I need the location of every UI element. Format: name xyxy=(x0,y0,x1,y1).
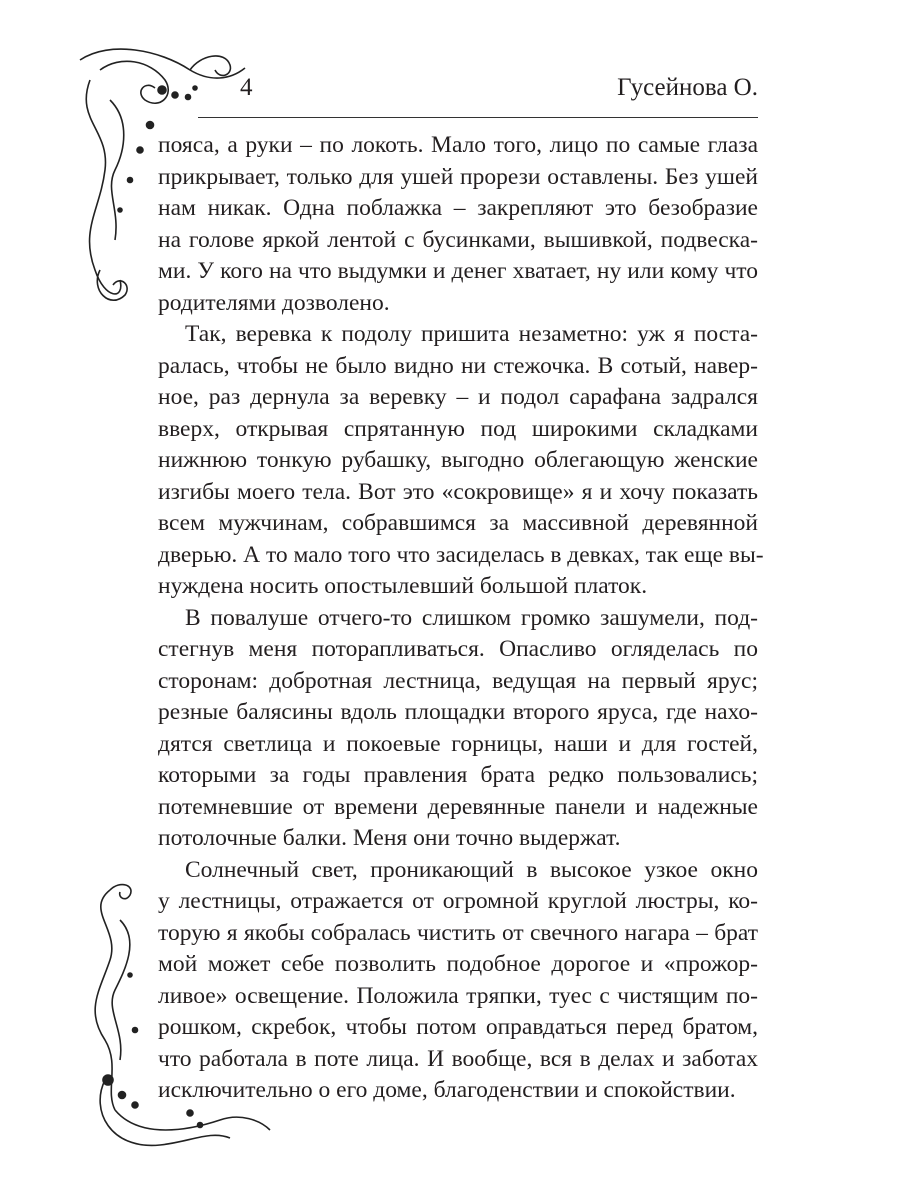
text-line: мой может себе позволить подобное дорогое и «прожор- xyxy=(158,951,758,977)
text-line: родителями дозволено. xyxy=(158,289,390,316)
text-line: потолочные балки. Меня они точно выдержат. xyxy=(158,825,621,851)
page-number: 4 xyxy=(240,74,253,101)
text-line: нам никак. Одна поблажка – закрепляют это безобразие xyxy=(158,195,758,221)
text-line: резные балясины вдоль площадки второго яруса, где нахо- xyxy=(158,699,758,725)
text-line: потемневшие от времени деревянные панели и надежные xyxy=(158,793,758,820)
text-line: дверью. А то мало того что засиделась в девках, так еще вы- xyxy=(158,541,764,568)
text-line: В повалуше отчего-то слишком громко зашумели, под- xyxy=(185,604,758,631)
text-line: нижнюю тонкую рубашку, выгодно облегающую женские xyxy=(158,447,758,473)
text-line: нуждена носить опостылевший большой платок. xyxy=(158,573,648,599)
text-line: у лестницы, отражается от огромной круглой люстры, ко- xyxy=(158,888,758,914)
text-line: пояса, а руки – по локоть. Мало того, лицо по самые глаза xyxy=(158,132,758,158)
text-line: прикрывает, только для ушей прорези оставлены. Без ушей xyxy=(158,163,758,190)
text-line: Солнечный свет, проникающий в высокое узкое окно xyxy=(185,856,758,883)
text-line: на голове яркой лентой с бусинками, вышивкой, подвеска- xyxy=(158,226,758,253)
text-line: вверх, открывая спрятанную под широкими складками xyxy=(158,415,758,442)
text-line: торую я якобы собралась чистить от свечного нагара – брат xyxy=(158,919,758,946)
text-line: рошком, скребок, чтобы потом оправдаться перед братом, xyxy=(158,1014,758,1040)
text-line: ралась, чтобы не было видно ни стежочка. В сотый, навер- xyxy=(158,352,758,379)
text-line: исключительно о его доме, благоденствии и спокойствии. xyxy=(158,1077,736,1103)
text-line: стегнув меня поторапливаться. Опасливо огляделась по xyxy=(158,636,758,662)
text-line: Так, веревка к подолу пришита незаметно: уж я поста- xyxy=(185,321,758,347)
text-line: ливое» освещение. Положила тряпки, туес с чистящим по- xyxy=(158,982,758,1009)
text-line: изгибы моего тела. Вот это «сокровище» я и хочу показать xyxy=(158,478,758,505)
text-line: которыми за годы правления брата редко пользовались; xyxy=(158,762,758,788)
running-header-author: Гусейнова О. xyxy=(617,74,758,101)
text-line: что работала в поте лица. И вообще, вся в делах и заботах xyxy=(158,1045,758,1072)
text-line: ми. У кого на что выдумки и денег хватает, ну или кому что xyxy=(158,258,758,284)
header-rule xyxy=(198,117,758,118)
text-line: всем мужчинам, собравшимся за массивной деревянной xyxy=(158,510,758,536)
text-line: сторонам: добротная лестница, ведущая на первый ярус; xyxy=(158,667,758,694)
text-line: ное, раз дернула за веревку – и подол сарафана задрался xyxy=(158,384,758,410)
text-line: дятся светлица и покоевые горницы, наши и для гостей, xyxy=(158,730,758,757)
body-text xyxy=(158,130,764,1107)
